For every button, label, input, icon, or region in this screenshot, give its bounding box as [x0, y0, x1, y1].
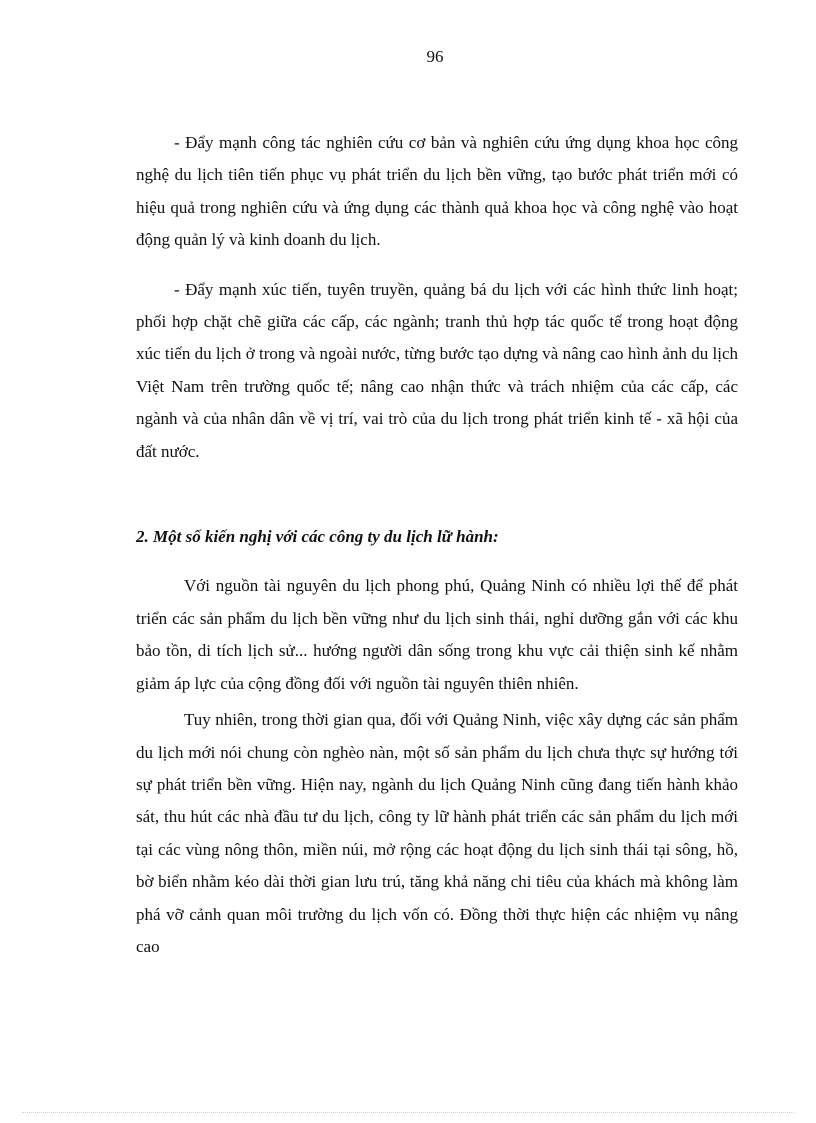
paragraph-promotion: - Đẩy mạnh xúc tiến, tuyên truyền, quảng bá du lịch với các hình thức linh hoạt; phối hợp chặt chẽ giữa các cấp, các ngành; tranh thủ hợp tác quốc tế trong hoạt động xúc tiến du lịch ở trong và ngoài nước, từng bước tạo dựng và nâng cao hình ảnh du lịch Việt Nam trên trường quốc tế; nâng cao nhận thức và trách nhiệm của các cấp, các ngành và của nhân dân về vị trí, vai trò của du lịch trong phát triển kinh tế - xã hội của đất nước. — [136, 279, 738, 461]
document-body — [136, 127, 738, 963]
paragraph-research: - Đẩy mạnh công tác nghiên cứu cơ bản và nghiên cứu ứng dụng khoa học công nghệ du lịch tiên tiến phục vụ phát triển du lịch bền vững, tạo bước phát triển mới có hiệu quả trong nghiên cứu và ứng dụng các thành quả khoa học và công nghệ vào hoạt động quản lý và kinh doanh du lịch. — [136, 133, 738, 250]
page-number: 96 — [426, 47, 444, 66]
paragraph-current-situation: Tuy nhiên, trong thời gian qua, đối với Quảng Ninh, việc xây dựng các sản phẩm du lịch mới nói chung còn nghèo nàn, một số sản phẩm du lịch chưa thực sự hướng tới sự phát triển bền vững. Hiện nay, ngành du lịch Quảng Ninh cũng đang tiến hành khảo sát, thu hút các nhà đầu tư du lịch, công ty lữ hành phát triển các sản phẩm du lịch mới tại các vùng nông thôn, miền núi, mở rộng các hoạt động du lịch sinh thái tại sông, hồ, bờ biển nhằm kéo dài thời gian lưu trú, tăng khả năng chi tiêu của khách mà không làm phá vỡ cảnh quan môi trường du lịch vốn có. Đồng thời thực hiện các nhiệm vụ nâng cao — [136, 710, 738, 956]
spacer — [136, 468, 738, 521]
spacer — [136, 553, 738, 570]
section-heading: 2. Một số kiến nghị với các công ty du lịch lữ hành: — [136, 527, 499, 547]
paragraph-resources: Với nguồn tài nguyên du lịch phong phú, Quảng Ninh có nhiều lợi thế để phát triển các sản phẩm du lịch bền vững như du lịch sinh thái, nghỉ dưỡng gắn với các khu bảo tồn, di tích lịch sử... hướng người dân sống trong khu vực cải thiện sinh kế nhằm giảm áp lực của cộng đồng đối với nguồn tài nguyên thiên nhiên. — [136, 576, 738, 693]
page-bottom-rule — [22, 1112, 794, 1113]
spacer — [136, 257, 738, 274]
